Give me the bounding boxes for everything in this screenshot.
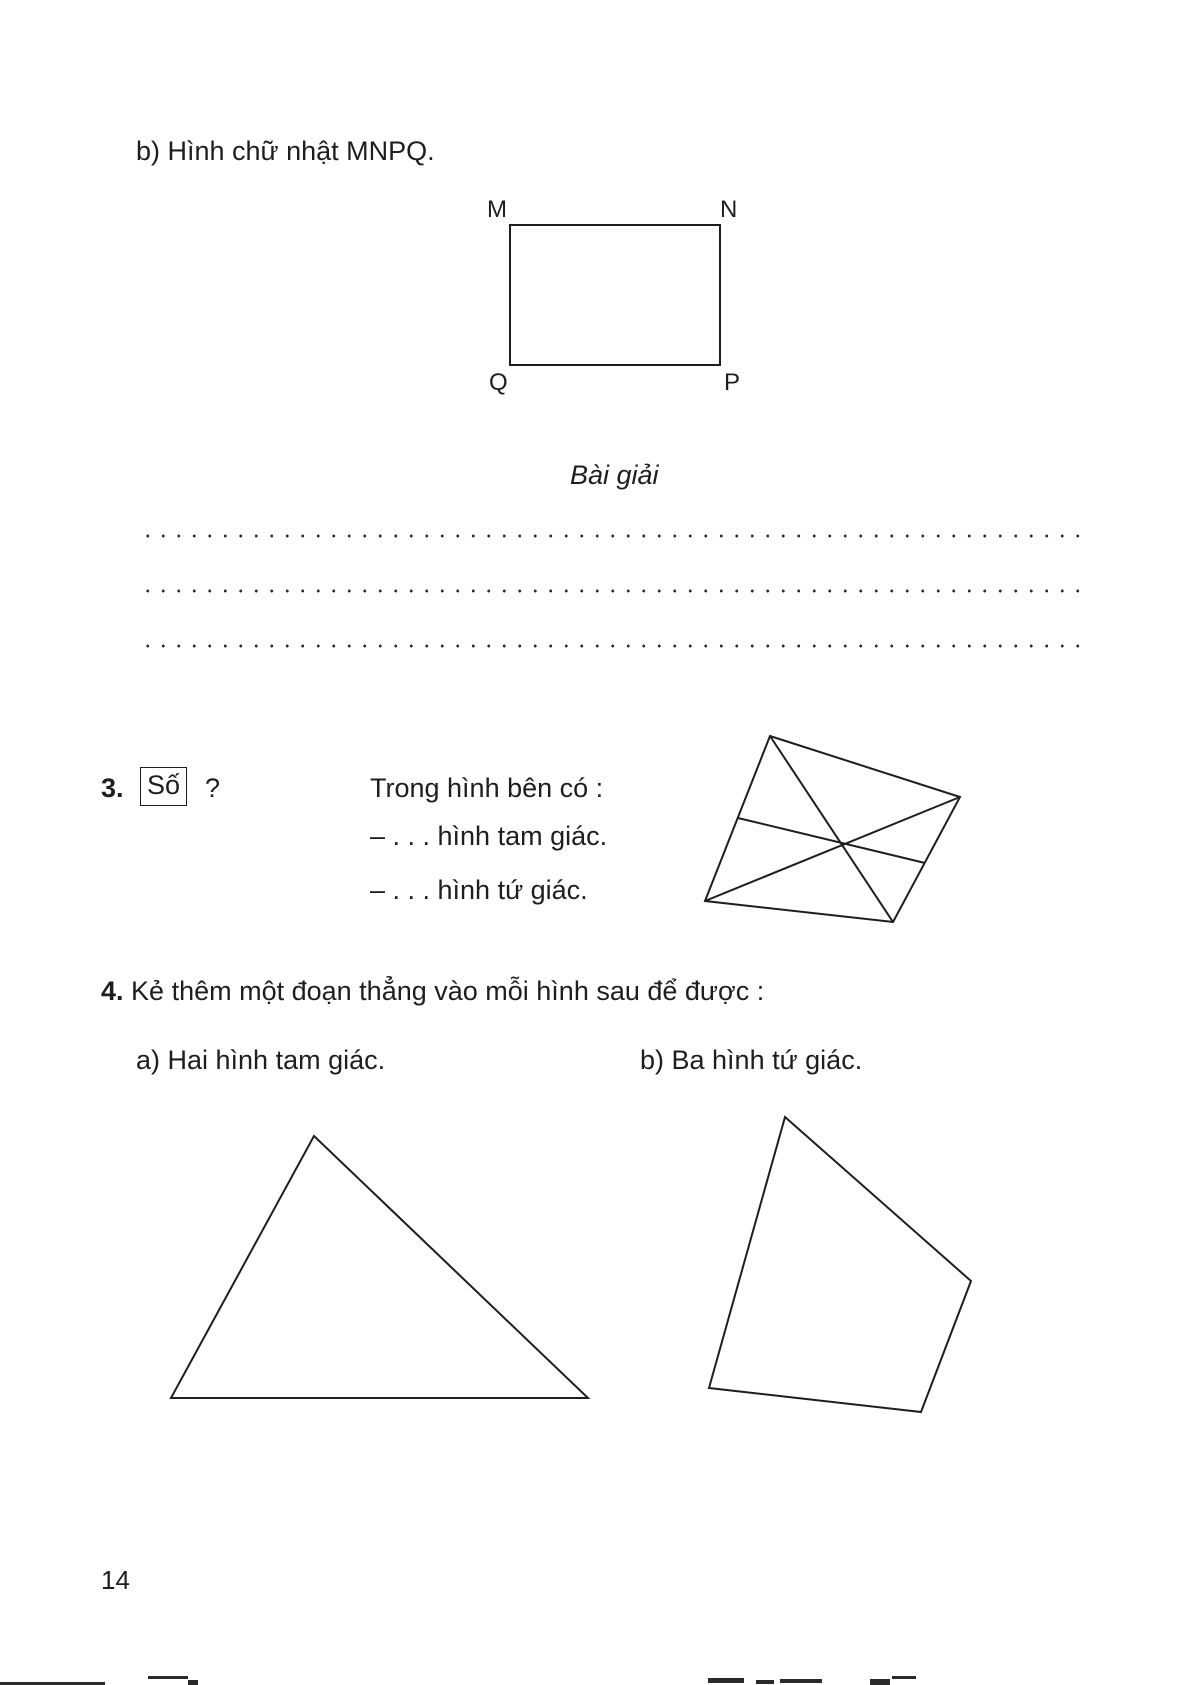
exercise-3-triangle-count[interactable]: – . . . hình tam giác. xyxy=(370,821,608,851)
exercise-3-boxed-word: Số xyxy=(140,767,187,806)
vertex-label-p: P xyxy=(724,369,741,396)
vertex-label-q: Q xyxy=(489,369,508,396)
exercise-3-diagonal-1 xyxy=(770,736,893,922)
vertex-label-n: N xyxy=(720,196,738,223)
exercise-3-cross-segment xyxy=(738,818,925,863)
exercise-4-number: 4. xyxy=(101,976,124,1006)
exercise-3-question-mark: ? xyxy=(205,773,221,803)
section-b-heading: b) Hình chữ nhật MNPQ. xyxy=(136,136,435,166)
exercise-3-intro: Trong hình bên có : xyxy=(370,773,604,803)
exercise-3-number: 3. xyxy=(101,773,124,803)
page-number: 14 xyxy=(101,1565,130,1595)
scan-edge-artifact-marks xyxy=(0,1676,1192,1685)
rectangle-mnpq xyxy=(510,225,720,365)
vertex-label-m: M xyxy=(487,196,507,223)
exercise-4-instruction: Kẻ thêm một đoạn thẳng vào mỗi hình sau để được : xyxy=(131,976,765,1006)
scan-edge-artifact xyxy=(0,1676,1192,1685)
exercise-4a-triangle[interactable] xyxy=(171,1136,588,1398)
exercise-4b-quadrilateral[interactable] xyxy=(709,1117,971,1412)
exercise-4-part-b: b) Ba hình tứ giác. xyxy=(640,1045,863,1075)
exercise-3-figure xyxy=(705,736,960,922)
exercise-3-diagonal-2 xyxy=(705,797,960,901)
exercise-3-quadrilateral-count[interactable]: – . . . hình tứ giác. xyxy=(370,875,588,905)
exercise-4-part-a: a) Hai hình tam giác. xyxy=(136,1045,386,1075)
solution-heading: Bài giải xyxy=(570,460,659,490)
